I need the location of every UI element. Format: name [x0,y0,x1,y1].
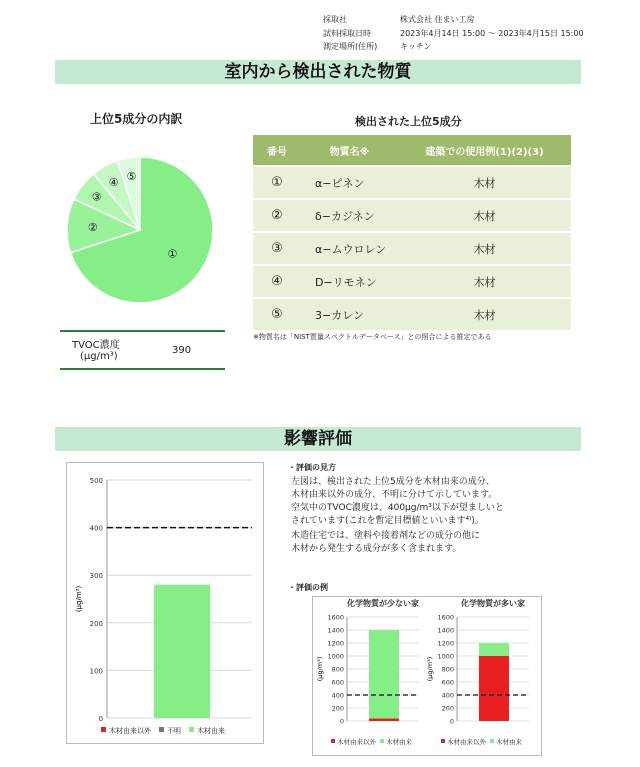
evaluation-line: 木材由来以外の成分、不明に分けて示しています。 [291,490,498,500]
tvoc-top-rule [60,330,225,332]
row-usage: 木材 [398,200,571,231]
header-label-date: 試料採取日時 [323,29,371,38]
row-number: ④ [253,266,301,297]
y-tick-label: 1600 [437,613,454,622]
legend-swatch [331,739,335,743]
row-number: ② [253,200,301,231]
y-tick-label: 1600 [327,613,344,622]
y-tick-label: 0 [339,717,344,726]
header-label-company: 採取社 [323,15,347,24]
row-substance: α−ピネン [301,167,398,198]
pie-title: 上位5成分の内訳 [90,112,183,126]
main-bar-chart [67,463,263,743]
table-row [253,200,571,231]
y-axis-label: (µg/m³) [75,585,83,613]
table-footnote: ※物質名は「NIST質量スペクトルデータベース」との照合による推定である [253,333,492,341]
table-row [253,266,571,297]
row-substance: 3−カレン [301,299,398,330]
pie-slice-label: ③ [91,190,102,204]
tvoc-value: 390 [172,345,192,356]
row-number: ③ [253,233,301,264]
y-tick-label: 1400 [327,626,344,635]
main-chart-panel [66,462,264,744]
row-number: ① [253,167,301,198]
evaluation-line: 木材から発生する成分が多く含まれます。 [291,544,462,554]
y-tick-label: 200 [89,619,103,628]
y-tick-label: 1200 [437,639,454,648]
row-usage: 木材 [398,233,571,264]
evaluation-line: 左図は、検出された上位5成分を木材由来の成分、 [291,477,495,487]
evaluation-heading: ・評価の見方 [288,463,336,472]
bar [479,656,509,721]
example-heading: ・評価の例 [288,583,328,592]
legend-swatch [490,739,494,743]
y-tick-label: 600 [331,678,344,687]
table-row [253,233,571,264]
y-tick-label: 400 [331,691,344,700]
example-chart-title: 化学物質が多い家 [461,599,525,608]
legend-swatch [189,727,194,732]
section-title-detected: 室内から検出された物質 [55,60,581,84]
y-tick-label: 1200 [327,639,344,648]
row-number: ⑤ [253,299,301,330]
tvoc-label: TVOC濃度 [72,340,120,351]
bar [154,585,210,718]
row-usage: 木材 [398,299,571,330]
y-tick-label: 200 [331,704,344,713]
example-chart-panel [312,596,542,756]
legend-label: 木材由来 [386,738,412,746]
example-bar-charts [313,597,541,755]
y-tick-label: 600 [441,678,454,687]
header-value-location: キッチン [400,42,432,51]
y-tick-label: 300 [89,572,103,581]
legend-label: 木材由来 [197,727,225,735]
evaluation-line: 木造住宅では、塗料や接着剤などの成分の他に [291,531,481,541]
bar [479,643,509,656]
y-tick-label: 0 [98,715,103,723]
pie-slice-label: ④ [108,176,119,190]
col-header-substance: 物質名※ [301,135,398,165]
col-header-number: 番号 [253,135,301,165]
y-tick-label: 100 [89,667,103,676]
y-tick-label: 1400 [437,626,454,635]
evaluation-line: されています(これを暫定目標値といいます⁴⁾)。 [291,516,484,526]
legend-label: 木材由来以外 [109,727,151,735]
legend-swatch [101,727,106,732]
y-tick-label: 1000 [437,652,454,661]
bar [369,718,399,721]
table-row [253,299,571,330]
header-label-location: 測定場所(住所) [323,42,378,51]
legend-label: 木材由来以外 [447,738,486,746]
y-tick-label: 500 [89,477,103,485]
y-axis-label: (µg/m³) [426,656,434,682]
legend-label: 不明 [167,727,181,735]
y-tick-label: 0 [449,717,454,726]
legend-label: 木材由来 [496,738,522,746]
row-substance: α−ムウロレン [301,233,398,264]
evaluation-line: 空気中のTVOC濃度は、400µg/m³以下が望ましいと [291,503,504,513]
legend-swatch [441,739,445,743]
tvoc-bottom-rule [60,368,225,370]
bar [369,630,399,718]
table-title: 検出された上位5成分 [355,115,462,128]
y-tick-label: 1000 [327,652,344,661]
header-value-date: 2023年4月14日 15:00 ～ 2023年4月15日 15:00 [400,29,584,38]
example-chart-title: 化学物質が少ない家 [347,599,419,608]
pie-slice-label: ⑤ [126,169,137,183]
tvoc-unit: (µg/m³) [80,351,118,362]
y-tick-label: 400 [441,691,454,700]
row-usage: 木材 [398,266,571,297]
pie-slice-label: ② [87,221,98,235]
y-tick-label: 800 [441,665,454,674]
y-tick-label: 400 [89,524,103,533]
row-substance: D−リモネン [301,266,398,297]
pie-chart [60,140,220,320]
components-table [253,133,571,332]
col-header-usage: 建築での使用例(1)(2)(3) [398,135,571,165]
y-tick-label: 200 [441,704,454,713]
table-row [253,167,571,198]
legend-label: 木材由来以外 [337,738,376,746]
y-tick-label: 800 [331,665,344,674]
legend-swatch [380,739,384,743]
y-axis-label: (µg/m³) [316,656,324,682]
row-substance: δ−カジネン [301,200,398,231]
header-value-company: 株式会社 住まい工房 [400,15,475,24]
row-usage: 木材 [398,167,571,198]
section-title-evaluation: 影響評価 [55,427,581,451]
pie-slice-label: ① [167,247,178,261]
legend-swatch [159,727,164,732]
